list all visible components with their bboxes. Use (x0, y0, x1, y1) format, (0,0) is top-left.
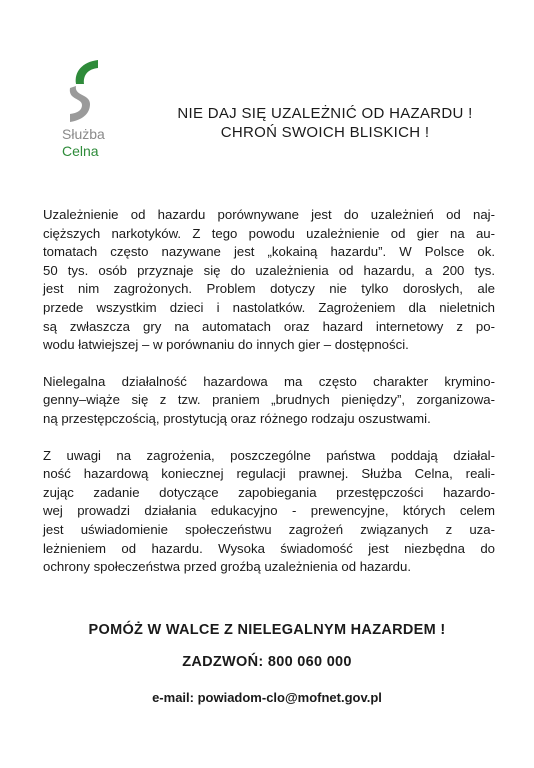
paragraph-line: tomatach często nazywane jest „kokainą hazardu”. W Polsce ok. (43, 244, 495, 260)
paragraph-2 (43, 373, 495, 429)
headline-line-2: CHROŃ SWOICH BLISKICH ! (220, 124, 430, 141)
paragraph-line: ność hazardową koniecznej regulacji prawnej. Służba Celna, reali- (43, 466, 495, 482)
paragraph-line: genny–wiąże się z tzw. praniem „brudnych pieniędzy”, zorganizowa- (43, 392, 495, 408)
paragraph-line: wej prowadzi działania edukacyjno - prewencyjne, których celem (43, 503, 495, 519)
paragraph-line: Uzależnienie od hazardu porównywane jest do uzależnień od naj- (43, 207, 495, 222)
paragraph-line: ną przestępczością, prostytucją oraz różnego rodzaju oszustwami. (43, 410, 431, 426)
paragraph-line: Nielegalna działalność hazardowa ma często charakter krymino- (43, 373, 495, 389)
paragraph-line: są zwłaszcza gry na automatach oraz hazard internetowy z po- (43, 318, 495, 334)
hotline-number: ZADZWOŃ: 800 060 000 (182, 654, 352, 670)
paragraph-1 (43, 206, 495, 355)
paragraph-line: przede wszystkim dzieci i nastolatków. Zagrożeniem dla nieletnich (43, 299, 495, 315)
paragraph-line: jest uświadomienie społeczeństwu zagrożeń związanych z uza- (43, 521, 495, 537)
paragraph-line: ochrony społeczeństwa przed groźbą uzależnienia od hazardu. (43, 559, 412, 575)
paragraph-line: cięższych narkotyków. Z tego powodu uzależnienie od gier na au- (43, 225, 495, 241)
contact-email: e-mail: powiadom-clo@mofnet.gov.pl (152, 690, 382, 705)
paragraph-3 (43, 447, 495, 577)
logo-mark-icon (60, 56, 120, 126)
logo-line-1: Służba (62, 126, 105, 142)
logo-wordmark (62, 126, 105, 160)
headline (140, 104, 510, 142)
paragraph-line: Z uwagi na zagrożenia, poszczególne państwa poddają działal- (43, 447, 495, 463)
paragraph-line: 50 tys. osób przyznaje się do uzależnienia od hazardu, a 200 tys. (43, 262, 495, 278)
paragraph-line: wodu łatwiejszej – w porównaniu do innych gier – dostępności. (43, 337, 409, 353)
body-text (43, 206, 495, 595)
paragraph-line: jest nim zagrożonych. Problem dotyczy nie tylko dorosłych, ale (43, 281, 495, 297)
headline-line-1: NIE DAJ SIĘ UZALEŻNIĆ OD HAZARDU ! (177, 105, 473, 122)
paragraph-line: zując zadanie dotyczące zapobiegania przestępczości hazardo- (43, 484, 495, 500)
paragraph-line: leżnieniem od hazardu. Wysoka świadomość jest niezbędna do (43, 540, 495, 556)
logo-line-2: Celna (62, 143, 99, 159)
call-to-action: POMÓŻ W WALCE Z NIELEGALNYM HAZARDEM ! (88, 622, 446, 638)
sluzba-celna-logo (60, 56, 120, 166)
